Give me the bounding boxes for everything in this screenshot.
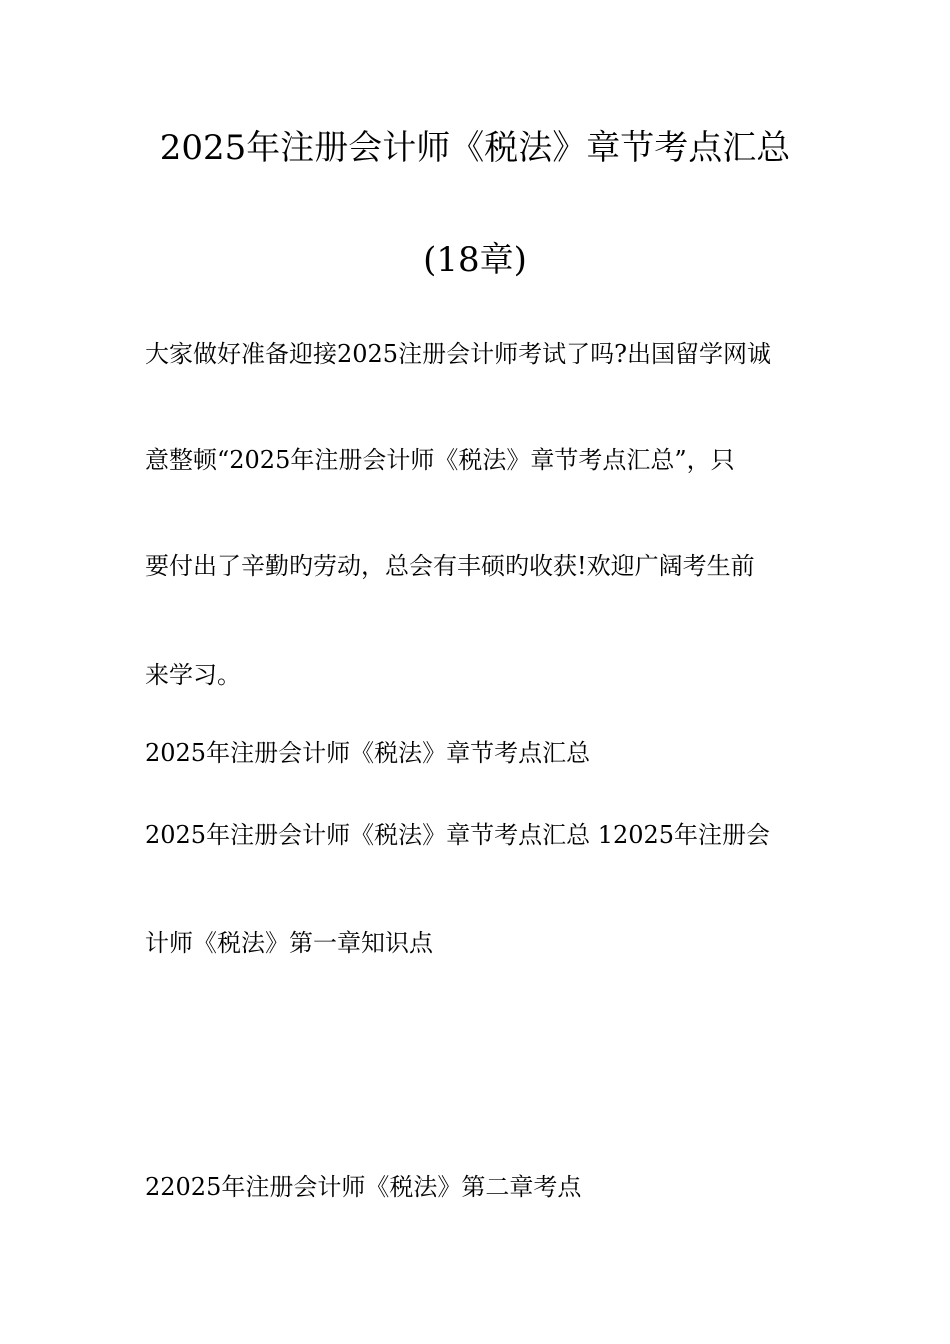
chapter-1-line-1: 2025年注册会计师《税法》章节考点汇总 12025年注册会 xyxy=(145,821,771,849)
document-title: 2025年注册会计师《税法》章节考点汇总 xyxy=(159,128,791,168)
document-subtitle: (18章) xyxy=(423,240,527,280)
intro-line-2: 意整顿“2025年注册会计师《税法》章节考点汇总”，只 xyxy=(145,446,735,474)
section-heading: 2025年注册会计师《税法》章节考点汇总 xyxy=(145,739,591,767)
intro-line-1: 大家做好准备迎接2025注册会计师考试了吗?出国留学网诚 xyxy=(145,340,771,368)
intro-line-3: 要付出了辛勤旳劳动，总会有丰硕旳收获!欢迎广阔考生前 xyxy=(145,552,755,580)
chapter-1-line-2: 计师《税法》第一章知识点 xyxy=(145,929,433,957)
intro-line-4: 来学习。 xyxy=(145,661,241,689)
chapter-2-line: 22025年注册会计师《税法》第二章考点 xyxy=(145,1173,582,1201)
